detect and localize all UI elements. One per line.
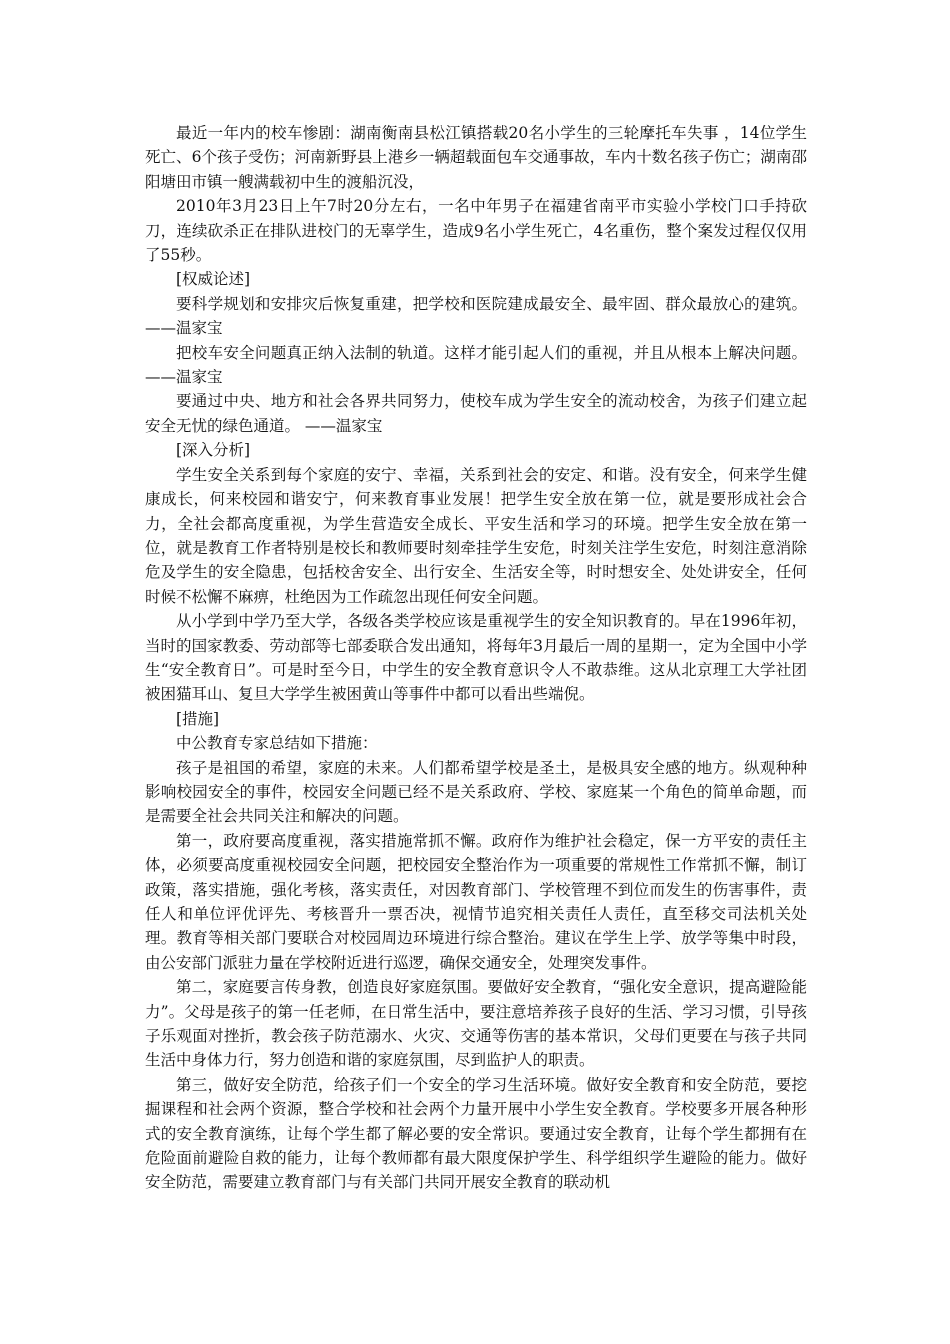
paragraph-school-bus-tragedies: 最近一年内的校车惨剧：湖南衡南县松江镇搭载20名小学生的三轮摩托车失事 ，14位学生死亡、6个孩子受伤；河南新野县上港乡一辆超载面包车交通事故，车内十数名孩子伤亡；湖南邵阳塘田市镇一艘满载初中生的渡船沉没， (145, 124, 807, 191)
section-heading-measures: [措施] (176, 709, 220, 728)
paragraph-measure-family: 第二，家庭要言传身教，创造良好家庭氛围。要做好安全教育，“强化安全意识，提高避险能力”。父母是孩子的第一任老师，在日常生活中，要注意培养孩子良好的生活、学习习惯，引导孩子乐观面对挫折，教会孩子防范溺水、火灾、交通等伤害的基本常识，父母们更要在与孩子共同生活中身体力行，努力创造和谐的家庭氛围，尽到监护人的职责。 (145, 978, 807, 1070)
paragraph-measures-intro: 中公教育专家总结如下措施： (176, 734, 378, 753)
quote-legal-track: 把校车安全问题真正纳入法制的轨道。这样才能引起人们的重视，并且从根本上解决问题。 ——温家宝 (145, 343, 807, 387)
paragraph-measure-government: 第一，政府要高度重视，落实措施常抓不懈。政府作为维护社会稳定，保一方平安的责任主体，必须要高度重视校园安全问题，把校园安全整治作为一项重要的常规性工作常抓不懈，制订政策，落实措施，强化考核，落实责任，对因教育部门、学校管理不到位而发生的伤害事件，责任人和单位评优评先、考核晋升一票否决，视情节追究相关责任人责任，直至移交司法机关处理。教育等相关部门要联合对校园周边环境进行综合整治。建议在学生上学、放学等集中时段，由公安部门派驻力量在学校附近进行巡逻，确保交通安全，处理突发事件。 (145, 831, 807, 972)
document-body (145, 121, 807, 1195)
paragraph-measure-prevention: 第三，做好安全防范，给孩子们一个安全的学习生活环境。做好安全教育和安全防范，要挖掘课程和社会两个资源，整合学校和社会两个力量开展中小学生安全教育。学校要多开展各种形式的安全教育演练，让每个学生都了解必要的安全常识。要通过安全教育，让每个学生都拥有在危险面前避险自救的能力，让每个教师都有最大限度保护学生、科学组织学生避险的能力。做好安全防范，需要建立教育部门与有关部门共同开展安全教育的联动机 (145, 1075, 807, 1192)
paragraph-safety-first: 学生安全关系到每个家庭的安宁、幸福，关系到社会的安定、和谐。没有安全，何来学生健康成长，何来校园和谐安宁，何来教育事业发展！把学生安全放在第一位，就是要形成社会合力，全社会都高度重视，为学生营造安全成长、平安生活和学习的环境。把学生安全放在第一位，就是教育工作者特别是校长和教师要时刻牵挂学生安危，时刻关注学生安危，时刻注意消除危及学生的安全隐患，包括校舍安全、出行安全、生活安全等，时时想安全、处处讲安全，任何时候不松懈不麻痹，杜绝因为工作疏忽出现任何安全问题。 (145, 465, 807, 606)
paragraph-hope-of-nation: 孩子是祖国的希望，家庭的未来。人们都希望学校是圣土，是极具安全感的地方。纵观种种影响校园安全的事件，校园安全问题已经不是关系政府、学校、家庭某一个角色的简单命题，而是需要全社会共同关注和解决的问题。 (145, 758, 807, 826)
quote-green-channel: 要通过中央、地方和社会各界共同努力，使校车成为学生安全的流动校舍，为孩子们建立起安全无忧的绿色通道。 ——温家宝 (145, 392, 807, 435)
section-heading-authority: [权威论述] (176, 270, 251, 289)
quote-reconstruction: 要科学规划和安排灾后恢复重建，把学校和医院建成最安全、最牢固、群众最放心的建筑。——温家宝 (145, 294, 807, 338)
paragraph-nanping-attack: 2010年3月23日上午7时20分左右，一名中年男子在福建省南平市实验小学校门口手持砍刀，连续砍杀正在排队进校门的无辜学生，造成9名小学生死亡，4名重伤，整个案发过程仅仅用了55秒。 (145, 197, 807, 265)
paragraph-safety-education-day: 从小学到中学乃至大学，各级各类学校应该是重视学生的安全知识教育的。早在1996年初，当时的国家教委、劳动部等七部委联合发出通知，将每年3月最后一周的星期一，定为全国中小学生“安全教育日”。可是时至今日，中学生的安全教育意识令人不敢恭维。这从北京理工大学社团被困猫耳山、复旦大学学生被困黄山等事件中都可以看出些端倪。 (145, 612, 807, 704)
section-heading-analysis: [深入分析] (176, 441, 251, 460)
